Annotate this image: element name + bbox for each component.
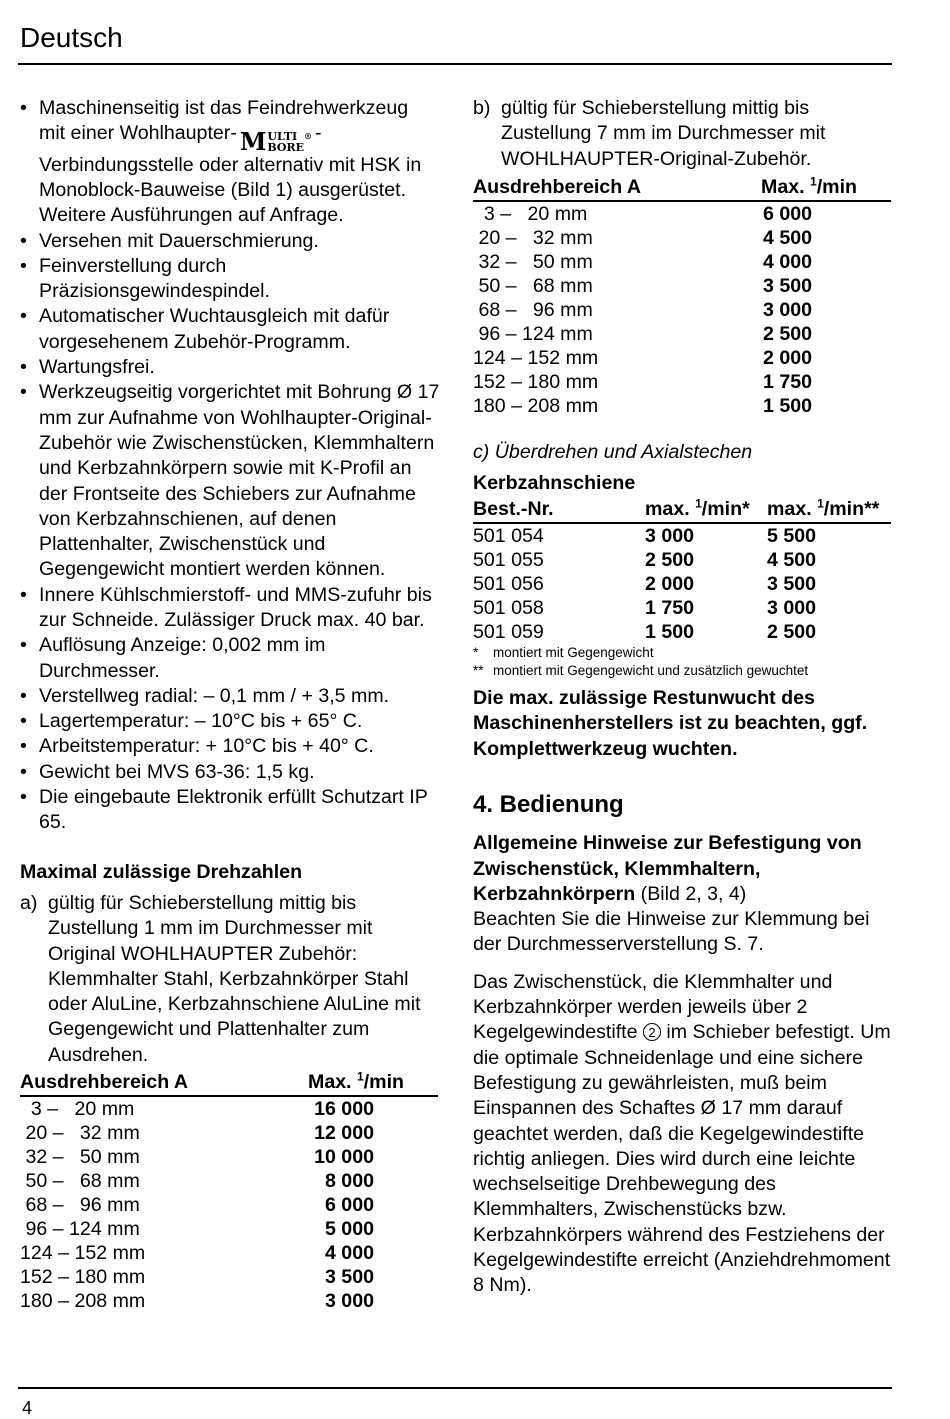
cell-rpm: 4 000 xyxy=(763,251,813,274)
cell-range: 152 – 180 mm xyxy=(473,371,599,394)
paragraph-text: Das Zwischenstück, die Klemmhalter und Kerbzahnkörper werden jeweils über 2 Kegelgewindestifte xyxy=(473,970,833,1044)
feature-text: -Verbindungsstelle oder alternativ mit HSK in Monoblock-Bauweise (Bild 1) ausgerüstet. Weitere Ausführungen auf Anfrage. xyxy=(39,122,422,227)
condition-b-label: b) xyxy=(473,97,491,119)
cell-rpm: 1 750 xyxy=(763,371,813,394)
col-header-max-sup: 1 xyxy=(357,1069,364,1084)
page-header-language: Deutsch xyxy=(20,22,123,53)
table-row xyxy=(473,274,891,298)
paragraph-text: im Schieber befestigt. Um die optimale Schneidenlage und eine sichere Befestigung zu gewährleisten, muß beim Einspannen des Schaftes Ø 17 mm darauf geachtet werden, daß die Kegelgewindestifte richtig anliegen. Dies wird durch eine leichte wechselseitige Drehbewegung des Klemmhalters, Zwischenstücks bzw. Kerbzahnkörpers während des Festziehens der Kegelgewindestifte erreicht (Anziehdrehmoment 8 Nm). xyxy=(473,1021,891,1297)
logo-top-text: ULTI xyxy=(267,129,298,143)
speed-table-a xyxy=(20,1070,438,1313)
cell-order-no: 501 055 xyxy=(473,549,544,572)
cell-rpm: 2 000 xyxy=(763,347,813,370)
col-header-max-1 xyxy=(645,497,767,523)
cell-range: 32 – 50 mm xyxy=(473,251,593,274)
table-row xyxy=(473,620,891,644)
condition-a xyxy=(20,891,440,1068)
table-row xyxy=(20,1217,438,1241)
cell-rpm: 8 000 xyxy=(324,1170,374,1193)
table-row xyxy=(20,1193,438,1217)
feature-item: • Die eingebaute Elektronik erfüllt Schutzart IP 65. xyxy=(20,785,440,836)
footnote-single-star xyxy=(473,644,893,662)
logo-letter: M xyxy=(239,126,267,156)
part-number-circle: 2 xyxy=(643,1023,661,1041)
cell-order-no: 501 058 xyxy=(473,597,544,620)
table-body xyxy=(473,201,891,418)
table-row xyxy=(473,394,891,418)
cell-rpm: 10 000 xyxy=(314,1146,374,1169)
cell-rpm-balanced: 4 500 xyxy=(767,549,817,572)
table-row xyxy=(20,1169,438,1193)
general-notes-text: Beachten Sie die Hinweise zur Klemmung bei der Durchmesserverstellung S. 7. xyxy=(473,908,870,956)
col-header-max-text: Max. xyxy=(761,175,811,198)
cell-rpm: 4 500 xyxy=(763,227,813,250)
table-header-row xyxy=(20,1070,438,1096)
col-header-max-2 xyxy=(767,497,891,523)
cell-rpm-balanced: 3 500 xyxy=(767,573,817,596)
cell-range: 124 – 152 mm xyxy=(20,1242,146,1265)
cell-rpm: 4 000 xyxy=(324,1242,374,1265)
cell-rpm-balanced: 3 000 xyxy=(767,597,817,620)
cell-rpm: 2 500 xyxy=(763,323,813,346)
footnote-marker: * xyxy=(473,645,479,661)
table-row xyxy=(20,1289,438,1313)
condition-b-text: gültig für Schieberstellung mittig bis Zustellung 7 mm im Durchmesser mit WOHLHAUPTER-Original-Zubehör. xyxy=(501,97,826,170)
speed-table-c xyxy=(473,497,891,644)
cell-range: 68 – 96 mm xyxy=(473,299,593,322)
table-row xyxy=(473,596,891,620)
cell-rpm-balanced: 2 500 xyxy=(767,621,817,644)
col-header-max-unit: /min xyxy=(816,175,857,198)
feature-item: • Innere Kühlschmierstoff- und MMS-zufuhr bis zur Schneide. Zulässiger Druck max. 40 bar. xyxy=(20,583,440,634)
table-row xyxy=(473,226,891,250)
feature-item: • Feinverstellung durch Präzisionsgewindespindel. xyxy=(20,254,440,305)
cell-rpm: 3 000 xyxy=(324,1290,374,1313)
balance-warning: Die max. zulässige Restunwucht des Maschinenherstellers ist zu beachten, ggf. Komplettwerkzeug wuchten. xyxy=(473,687,868,760)
table-row xyxy=(473,250,891,274)
cell-range: 96 – 124 mm xyxy=(20,1218,140,1241)
condition-a-text: gültig für Schieberstellung mittig bis Zustellung 1 mm im Durchmesser mit Original WOHLHAUPTER Zubehör: Klemmhalter Stahl, Kerbzahnkörper Stahl oder AluLine, Kerbzahnschiene AluLine mit Gegengewicht und Plattenhalter zum Ausdrehen. xyxy=(48,891,421,1066)
col-header-order-no: Best.-Nr. xyxy=(473,497,645,523)
cell-rpm: 1 500 xyxy=(763,395,813,418)
feature-item: • Automatischer Wuchtausgleich mit dafür vorgesehenem Zubehör-Programm. xyxy=(20,304,440,355)
cell-range: 124 – 152 mm xyxy=(473,347,599,370)
col-header-unit: /min* xyxy=(701,497,750,520)
feature-list xyxy=(20,96,440,836)
feature-item: • Lagertemperatur: – 10°C bis + 65° C. xyxy=(20,709,440,734)
cell-range: 96 – 124 mm xyxy=(473,323,593,346)
condition-a-label: a) xyxy=(20,891,38,914)
table-body xyxy=(473,523,891,644)
cell-rpm: 3 000 xyxy=(763,299,813,322)
cell-rpm-balanced: 5 500 xyxy=(767,525,817,548)
cell-rpm-counterweight: 2 000 xyxy=(645,573,695,596)
cell-rpm: 6 000 xyxy=(324,1194,374,1217)
feature-item xyxy=(20,96,440,229)
right-column xyxy=(473,96,893,1299)
cell-rpm-counterweight: 1 750 xyxy=(645,597,695,620)
cell-range: 20 – 32 mm xyxy=(20,1122,140,1145)
feature-item: • Wartungsfrei. xyxy=(20,355,440,380)
cell-rpm-counterweight: 3 000 xyxy=(645,525,695,548)
col-header-text: max. xyxy=(645,497,696,520)
general-notes-heading: Allgemeine Hinweise zur Befestigung von Zwischenstück, Klemmhaltern, Kerbzahnkörpern xyxy=(473,832,862,905)
clamping-paragraph xyxy=(473,970,893,1299)
speed-table-b xyxy=(473,175,891,418)
table-row xyxy=(20,1145,438,1169)
table-row xyxy=(473,572,891,596)
table-row xyxy=(473,298,891,322)
table-row xyxy=(20,1265,438,1289)
rail-table-title: Kerbzahnschiene xyxy=(473,472,636,495)
table-row xyxy=(473,370,891,394)
table-row xyxy=(473,201,891,226)
col-header-max-sup: 1 xyxy=(810,174,817,189)
col-header-unit: /min** xyxy=(823,497,880,520)
col-header-text: max. xyxy=(767,497,818,520)
col-header-range: Ausdrehbereich A xyxy=(473,175,761,201)
table-body xyxy=(20,1096,438,1313)
cell-range: 50 – 68 mm xyxy=(473,275,593,298)
cell-rpm: 6 000 xyxy=(763,203,813,226)
max-speeds-heading: Maximal zulässige Drehzahlen xyxy=(20,860,303,883)
footer-rule xyxy=(18,1387,892,1389)
table-row xyxy=(20,1241,438,1265)
cell-range: 3 – 20 mm xyxy=(20,1098,135,1121)
table-header-row xyxy=(473,497,891,523)
col-header-max-text: Max. xyxy=(308,1071,358,1094)
col-header-max-unit: /min xyxy=(363,1071,404,1094)
cell-range: 32 – 50 mm xyxy=(20,1146,140,1169)
cell-range: 20 – 32 mm xyxy=(473,227,593,250)
table-row xyxy=(473,346,891,370)
cell-rpm: 16 000 xyxy=(314,1098,374,1121)
condition-b xyxy=(473,96,893,172)
section-title: 4. Bedienung xyxy=(473,790,624,818)
feature-item: • Arbeitstemperatur: + 10°C bis + 40° C. xyxy=(20,734,440,759)
feature-text: Maschinenseitig ist das Feindrehwerkzeug mit einer Wohlhaupter- xyxy=(39,97,409,145)
cell-rpm: 3 500 xyxy=(763,275,813,298)
col-header-sup: 1 xyxy=(817,496,824,511)
cell-range: 180 – 208 mm xyxy=(20,1290,146,1313)
col-header-max xyxy=(761,175,891,201)
col-header-range: Ausdrehbereich A xyxy=(20,1070,308,1096)
cell-rpm: 12 000 xyxy=(314,1122,374,1145)
general-notes xyxy=(473,831,893,957)
feature-item: • Auflösung Anzeige: 0,002 mm im Durchmesser. xyxy=(20,633,440,684)
col-header-sup: 1 xyxy=(695,496,702,511)
cell-range: 68 – 96 mm xyxy=(20,1194,140,1217)
cell-range: 180 – 208 mm xyxy=(473,395,599,418)
section-c-heading: c) Überdrehen und Axialstechen xyxy=(473,441,753,464)
header-rule xyxy=(18,63,892,65)
footnote-double-star xyxy=(473,662,893,680)
feature-item: • Gewicht bei MVS 63-36: 1,5 kg. xyxy=(20,760,440,785)
left-column xyxy=(20,96,440,1313)
cell-rpm: 5 000 xyxy=(324,1218,374,1241)
table-row xyxy=(473,523,891,548)
logo-bottom-text: BORE xyxy=(267,140,305,154)
multibore-logo xyxy=(237,126,315,156)
cell-range: 152 – 180 mm xyxy=(20,1266,146,1289)
cell-order-no: 501 054 xyxy=(473,525,544,548)
footnote-text: montiert mit Gegengewicht und zusätzlich gewuchtet xyxy=(493,663,809,679)
feature-item: • Versehen mit Dauerschmierung. xyxy=(20,229,440,254)
cell-rpm: 3 500 xyxy=(324,1266,374,1289)
cell-order-no: 501 056 xyxy=(473,573,544,596)
cell-range: 3 – 20 mm xyxy=(473,203,588,226)
figure-reference: (Bild 2, 3, 4) xyxy=(635,882,747,905)
registered-mark: ® xyxy=(304,130,313,141)
table-row xyxy=(473,548,891,572)
feature-item: • Werkzeugseitig vorgerichtet mit Bohrung Ø 17 mm zur Aufnahme von Wohlhaupter-Original-Zubehör wie Zwischenstücken, Klemmhaltern und Kerbzahnkörpern sowie mit K-Profil an der Frontseite des Schiebers zur Aufnahme von Kerbzahnschienen, auf denen Plattenhalter, Zwischenstück und Gegengewicht montiert werden können. xyxy=(20,380,440,582)
feature-item: • Verstellweg radial: – 0,1 mm / + 3,5 mm. xyxy=(20,684,452,709)
cell-range: 50 – 68 mm xyxy=(20,1170,140,1193)
page-number: 4 xyxy=(22,1398,33,1418)
footnote-text: montiert mit Gegengewicht xyxy=(493,645,654,661)
table-header-row xyxy=(473,175,891,201)
cell-rpm-counterweight: 1 500 xyxy=(645,621,695,644)
col-header-max xyxy=(308,1070,438,1096)
table-row xyxy=(20,1096,438,1121)
cell-order-no: 501 059 xyxy=(473,621,544,644)
table-row xyxy=(20,1121,438,1145)
table-row xyxy=(473,322,891,346)
footnote-marker: ** xyxy=(473,663,484,679)
cell-rpm-counterweight: 2 500 xyxy=(645,549,695,572)
